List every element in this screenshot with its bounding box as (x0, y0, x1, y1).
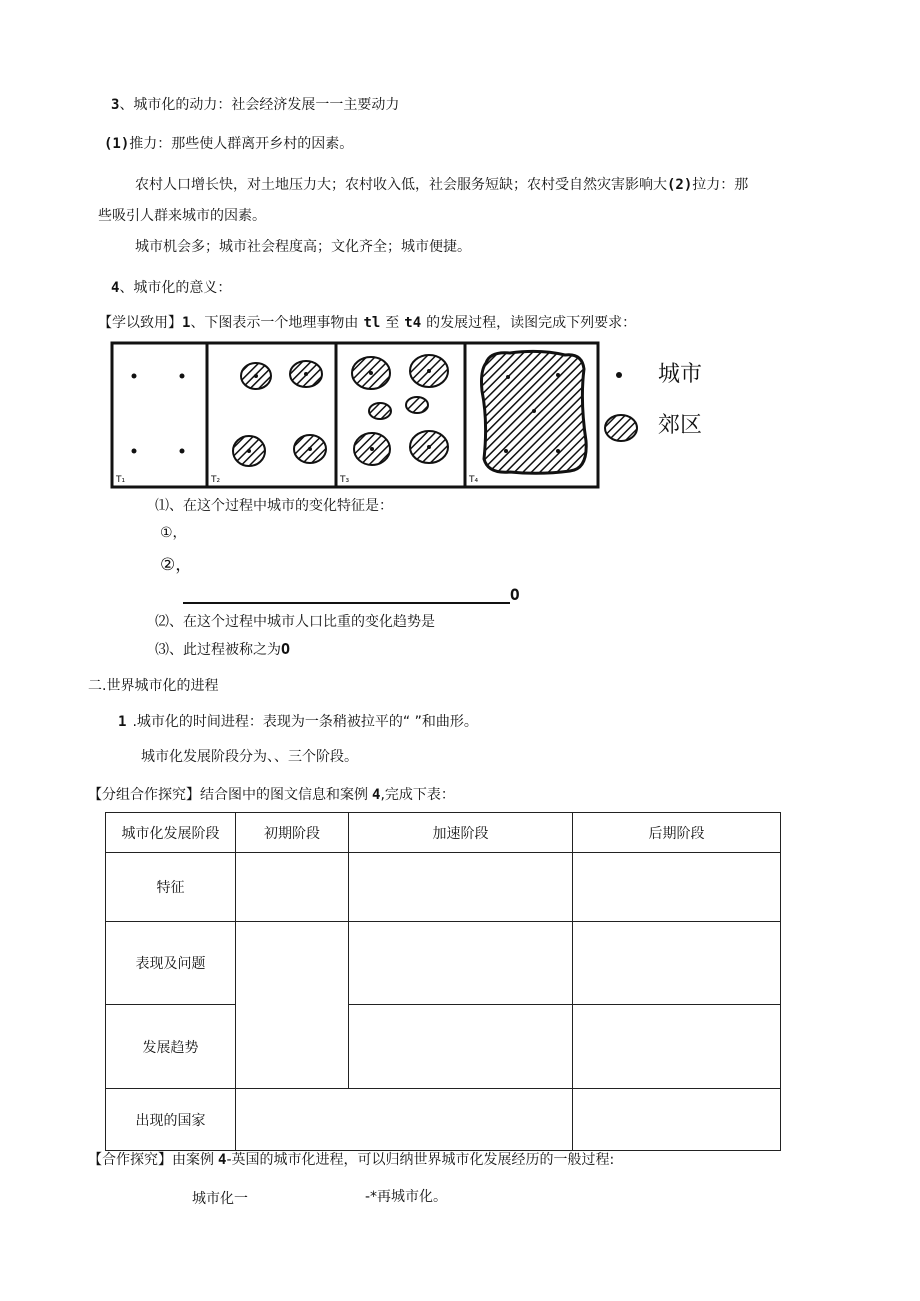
section-two-p1-text: .城市化的时间进程：表现为一条稍被拉平的“ ”和曲形。 (132, 714, 478, 730)
apply-mid: 至 (385, 315, 400, 331)
table-cell[interactable] (236, 922, 349, 1089)
apply-text-b: 的发展过程，读图完成下列要求： (426, 315, 637, 331)
legend-suburb-symbol (602, 412, 640, 444)
table-row (106, 922, 781, 1005)
push-text: 推力：那些使人群离开乡村的因素。 (129, 136, 354, 152)
section3-number: 3 (111, 97, 120, 113)
pull-text: 拉力：那 (692, 177, 749, 193)
apply-bracket: 【学以致用】 (98, 315, 182, 331)
coop-text-b: -英国的城市化进程，可以归纳世界城市化发展经历的一般过程: (226, 1152, 615, 1168)
section-two-p1-detail: 城市化发展阶段分为、、三个阶段。 (141, 749, 358, 765)
table-cell[interactable] (349, 853, 573, 922)
apply-t1: tl (363, 315, 381, 331)
city-dot (308, 447, 312, 451)
section3-heading (111, 96, 399, 114)
coop-text-a: 由案例 (172, 1152, 214, 1168)
row-label: 表现及问题 (106, 922, 236, 1005)
city-dot (304, 372, 308, 376)
row-label: 发展趋势 (106, 1005, 236, 1089)
table-row (106, 853, 781, 922)
table-cell[interactable] (573, 922, 781, 1005)
panel-label-t4: T₄ (469, 475, 479, 485)
panel-label-t3: T₃ (340, 475, 350, 485)
table-header: 城市化发展阶段 (106, 813, 236, 853)
city-dot (370, 447, 374, 451)
city-dot (556, 373, 560, 377)
group-line (88, 786, 455, 804)
table-cell[interactable] (236, 853, 349, 922)
answer-line (183, 602, 510, 604)
section3-title: 、城市化的动力：社会经济发展一一主要动力 (119, 97, 400, 113)
panel-label-t1: T₁ (116, 475, 126, 485)
table-row (106, 1005, 781, 1089)
group-text-b: ,完成下表： (380, 787, 455, 803)
question-1-a: ①， (160, 525, 187, 541)
push-line (104, 135, 353, 153)
question-3 (155, 640, 290, 659)
question-3-text: ⑶、此过程被称之为 (155, 642, 281, 658)
city-dot (132, 374, 137, 379)
coop-number: 4 (218, 1152, 227, 1168)
city-dot (132, 449, 137, 454)
question-1: ⑴、在这个过程中城市的变化特征是： (155, 498, 393, 514)
question-1-end: O (510, 585, 520, 604)
city-dot (556, 449, 560, 453)
apply-t4: t4 (404, 315, 422, 331)
table-header-row (106, 813, 781, 853)
stages-table (105, 812, 781, 1151)
city-dot (427, 445, 431, 449)
section-two-p1 (118, 713, 478, 731)
group-text-a: 结合图中的图文信息和案例 (200, 787, 368, 803)
city-dot (427, 369, 431, 373)
push-detail-line1 (135, 176, 748, 194)
push-detail-text: 农村人口增长快，对土地压力大；农村收入低，社会服务短缺；农村受自然灾害影响大 (135, 177, 667, 193)
legend-suburb-label: 郊区 (658, 413, 703, 438)
legend-city-label: 城市 (658, 362, 703, 387)
suburb-blob (369, 403, 391, 419)
table-cell[interactable] (349, 1005, 573, 1089)
table-cell[interactable] (236, 1089, 573, 1151)
section-two-p1-number: 1 (118, 714, 127, 730)
legend-city-symbol (612, 368, 626, 382)
section4-heading (111, 279, 231, 297)
push-detail-line2: 些吸引人群来城市的因素。 (98, 208, 266, 224)
push-number: (1) (104, 136, 130, 152)
table-cell[interactable] (573, 1005, 781, 1089)
table-header: 加速阶段 (349, 813, 573, 853)
city-dot (504, 449, 508, 453)
coop-line (88, 1151, 614, 1169)
panel-label-t2: T₂ (211, 475, 221, 485)
apply-text-a: 、下图表示一个地理事物由 (190, 315, 359, 331)
apply-line (98, 314, 636, 332)
table-header: 初期阶段 (236, 813, 349, 853)
row-label: 出现的国家 (106, 1089, 236, 1151)
question-1-b: ②， (160, 555, 193, 575)
table-row (106, 1089, 781, 1151)
urbanization-figure (110, 341, 600, 489)
section4-title: 、城市化的意义： (119, 280, 232, 296)
question-2: ⑵、在这个过程中城市人口比重的变化趋势是 (155, 614, 435, 630)
coop-bracket: 【合作探究】 (88, 1152, 172, 1168)
pull-detail: 城市机会多；城市社会程度高；文化齐全；城市便捷。 (135, 239, 471, 255)
city-dot (180, 374, 185, 379)
city-dot (532, 409, 536, 413)
city-dot (369, 371, 373, 375)
apply-number: 1 (182, 315, 191, 331)
table-header: 后期阶段 (573, 813, 781, 853)
table-cell[interactable] (573, 853, 781, 922)
group-number: 4 (372, 787, 381, 803)
question-3-end: O (281, 640, 291, 658)
city-dot (247, 449, 251, 453)
row-label: 特征 (106, 853, 236, 922)
city-dot (254, 374, 258, 378)
section-two-title: 二.世界城市化的进程 (88, 678, 219, 694)
coop-process-right: -*再城市化。 (365, 1189, 448, 1205)
suburb-blob (406, 397, 428, 413)
city-dot (506, 375, 510, 379)
coop-process-left: 城市化一 (192, 1191, 248, 1207)
table-cell[interactable] (349, 922, 573, 1005)
table-cell[interactable] (573, 1089, 781, 1151)
group-bracket: 【分组合作探究】 (88, 787, 200, 803)
pull-number: (2) (667, 177, 693, 193)
city-dot (180, 449, 185, 454)
section4-number: 4 (111, 280, 120, 296)
